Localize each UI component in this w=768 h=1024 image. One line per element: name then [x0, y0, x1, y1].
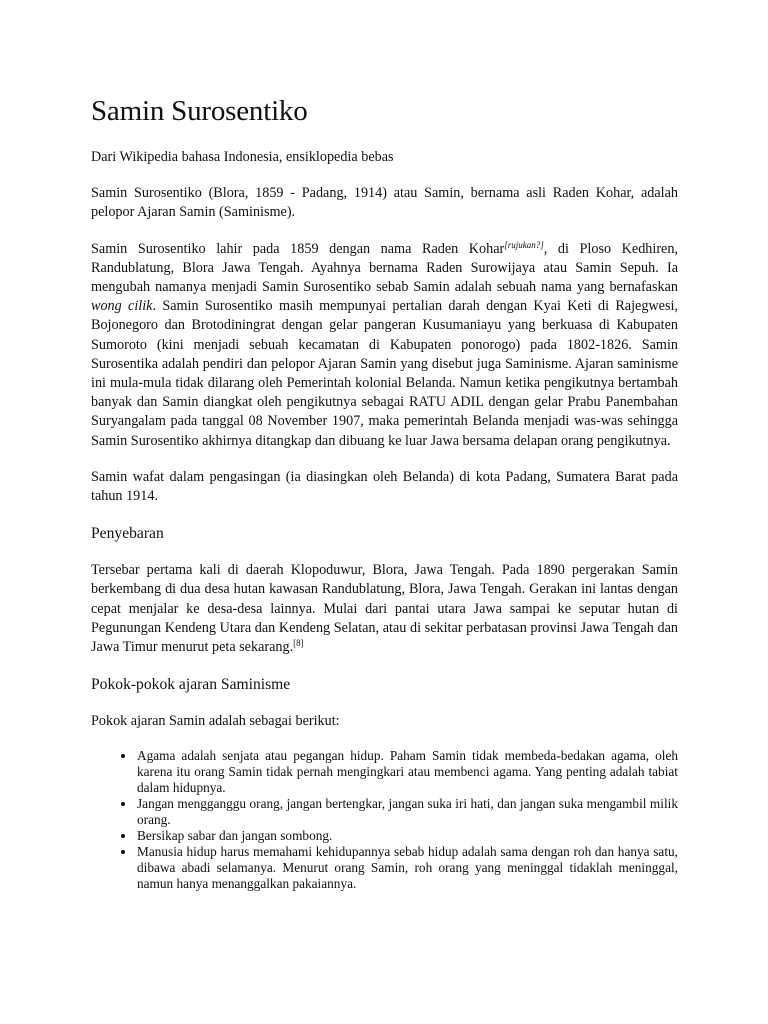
page-title: Samin Surosentiko [91, 95, 308, 127]
citation-needed-text: [rujukan?] [504, 239, 544, 250]
penyebaran-paragraph [91, 561, 678, 657]
reference-link[interactable]: [8] [293, 638, 304, 649]
penyebaran-text: Tersebar pertama kali di daerah Klopoduwur, Blora, Jawa Tengah. Pada 1890 pergerakan Samin berkembang di dua desa hutan kawasan Randublatung, Blora, Jawa Tengah. Gerakan ini lantas dengan cepat menjalar ke desa-desa lainnya. Mulai dari pantai utara Jawa sampai ke seputar hutan di Pegunungan Kendeng Utara dan Kendeng Selatan, atau di sekitar perbatasan provinsi Jawa Tengah dan Jawa Timur menurut peta sekarang. [91, 562, 678, 656]
intro-paragraph: Samin Surosentiko (Blora, 1859 - Padang, 1914) atau Samin, bernama asli Raden Kohar, adalah pelopor Ajaran Samin (Saminisme). [91, 185, 678, 221]
pokok-ajaran-lead: Pokok ajaran Samin adalah sebagai berikut: [91, 713, 340, 730]
list-item: • Bersikap sabar dan jangan sombong. [136, 828, 678, 844]
list-item: • Agama adalah senjata atau pegangan hidup. Paham Samin tidak membeda-bedakan agama, oleh karena itu orang Samin tidak pernah mengingkari atau membenci agama. Yang penting adalah tabiat dalam hidupnya. [136, 748, 678, 796]
list-item: • Jangan mengganggu orang, jangan bertengkar, jangan suka iri hati, dan jangan suka mengambil milik orang. [136, 796, 678, 828]
article [91, 92, 678, 892]
section-heading-pokok-ajaran: Pokok-pokok ajaran Saminisme [91, 676, 291, 694]
tagline: Dari Wikipedia bahasa Indonesia, ensiklopedia bebas [91, 149, 394, 165]
bio-text-part1: Samin Surosentiko lahir pada 1859 dengan nama Raden Kohar [91, 240, 505, 257]
death-paragraph: Samin wafat dalam pengasingan (ia diasingkan oleh Belanda) di kota Padang, Sumatera Barat pada tahun 1914. [91, 468, 678, 505]
bio-text-part2: , di Ploso Kedhiren, Randublatung, Blora Jawa Tengah. Ayahnya bernama Raden Surowijaya atau Samin Sepuh. Ia mengubah namanya menjadi Samin Surosentiko sebab Samin adalah sebuah nama yang bernafaskan [91, 240, 678, 296]
bio-italic-term: wong cilik [91, 298, 153, 315]
section-heading-penyebaran: Penyebaran [91, 525, 164, 543]
citation-needed-link[interactable] [504, 240, 544, 250]
bio-paragraph [91, 240, 678, 451]
list-item: • Manusia hidup harus memahami kehidupannya sebab hidup adalah sama dengan roh dan hanya satu, dibawa abadi selamanya. Menurut orang Samin, roh orang yang meninggal tidaklah meninggal, namun hanya menanggalkan pakaiannya. [136, 844, 678, 892]
bio-text-part3: . Samin Surosentiko masih mempunyai pertalian darah dengan Kyai Keti di Rajegwesi, Bojonegoro dan Brotodiningrat dengan gelar pangeran Kusumaniayu yang berkuasa di Kabupaten Sumoroto (kini menjadi sebuah kecamatan di Kabupaten ponorogo) pada 1802-1826. Samin Surosentika adalah pendiri dan pelopor Ajaran Samin yang disebut juga Saminisme. Ajaran saminisme ini mula-mula tidak dilarang oleh Pemerintah kolonial Belanda. Namun ketika pengikutnya bertambah banyak dan Samin diangkat oleh pengikutnya sebagai RATU ADIL dengan gelar Prabu Panembahan Suryangalam pada tanggal 08 November 1907, maka pemerintah Belanda menjadi was-was sehingga Samin Surosentiko akhirnya ditangkap dan dibuang ke luar Jawa bersama delapan orang pengikutnya. [91, 298, 678, 449]
pokok-ajaran-list [91, 748, 678, 892]
